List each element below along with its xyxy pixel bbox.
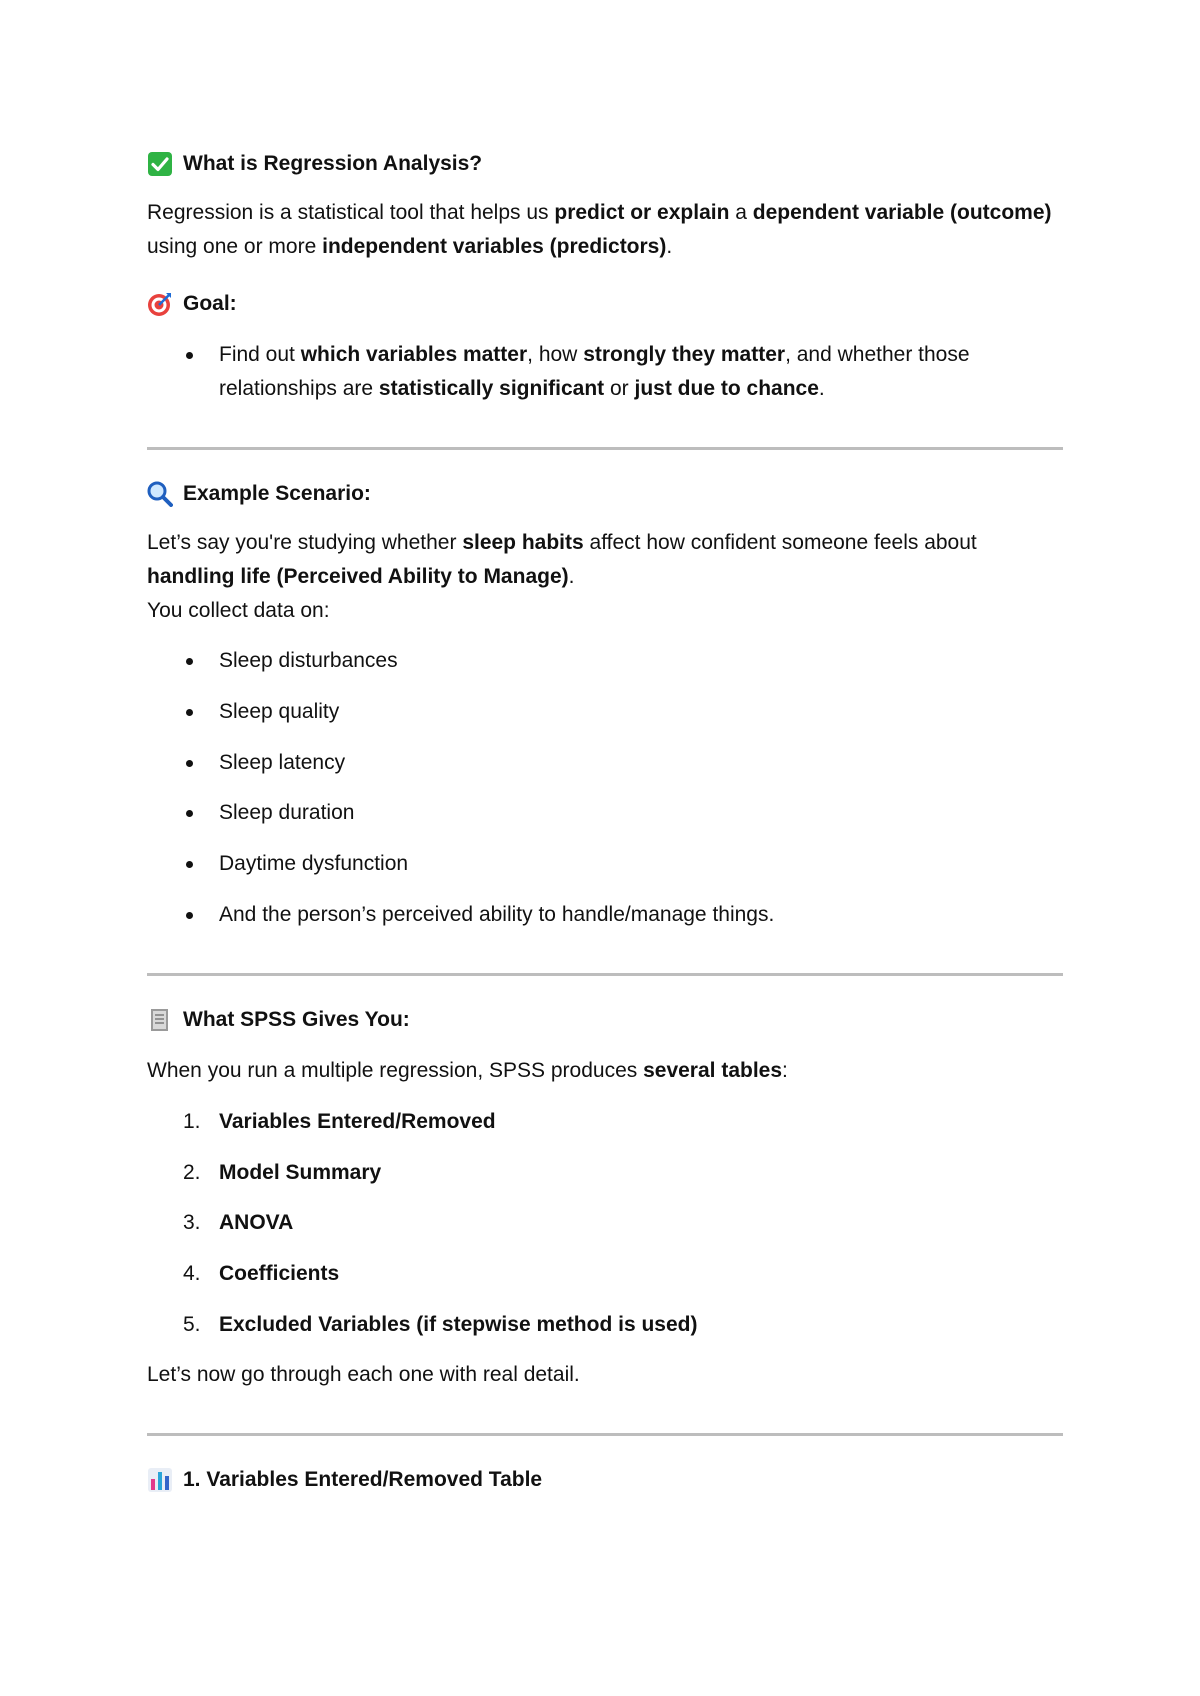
heading-text: Goal: <box>183 292 237 315</box>
list-item: Sleep duration <box>147 796 1063 830</box>
heading-text: What is Regression Analysis? <box>183 152 483 175</box>
divider <box>147 1433 1063 1436</box>
regression-definition: Regression is a statistical tool that helps us predict or explain a dependent variable (outcome) using one or more independent variables (predictors). <box>147 201 1052 258</box>
list-item: Sleep quality <box>147 695 1063 729</box>
list-item: Sleep disturbances <box>147 644 1063 678</box>
divider <box>147 447 1063 450</box>
section-heading-spss <box>147 1000 1063 1040</box>
section-heading-example <box>147 474 1063 514</box>
section-heading-variables-table <box>147 1460 1063 1500</box>
goal-list <box>147 338 1063 406</box>
list-item: 1. Variables Entered/Removed <box>183 1110 496 1133</box>
divider <box>147 973 1063 976</box>
list-item: 4. Coefficients <box>183 1262 340 1285</box>
heading-text: What SPSS Gives You: <box>183 1008 410 1031</box>
section-heading-regression <box>147 144 1063 184</box>
bar-chart-icon <box>147 1467 173 1493</box>
list-item: Find out which variables matter, how strongly they matter, and whether those relationships are statistically significant or just due to chance. <box>147 338 1063 406</box>
target-icon <box>147 291 173 317</box>
heading-text: Example Scenario: <box>183 482 371 505</box>
check-mark-icon <box>147 151 173 177</box>
list-item: 5. Excluded Variables (if stepwise method is used) <box>183 1313 698 1336</box>
magnifier-icon <box>147 481 173 507</box>
list-item: 3. ANOVA <box>183 1211 294 1234</box>
spss-outro: Let’s now go through each one with real detail. <box>147 1363 580 1386</box>
document-icon <box>147 1007 173 1033</box>
list-item: Sleep latency <box>147 746 1063 780</box>
list-item: 2. Model Summary <box>183 1161 382 1184</box>
section-heading-goal <box>147 284 1063 324</box>
heading-text: 1. Variables Entered/Removed Table <box>183 1468 543 1491</box>
spss-intro: When you run a multiple regression, SPSS produces several tables: <box>147 1059 788 1082</box>
example-intro: Let’s say you're studying whether sleep habits affect how confident someone feels about handling life (Perceived Ability to Manage). You collect data on: <box>147 531 977 622</box>
list-item: And the person’s perceived ability to handle/manage things. <box>147 898 1063 932</box>
list-item: Daytime dysfunction <box>147 847 1063 881</box>
